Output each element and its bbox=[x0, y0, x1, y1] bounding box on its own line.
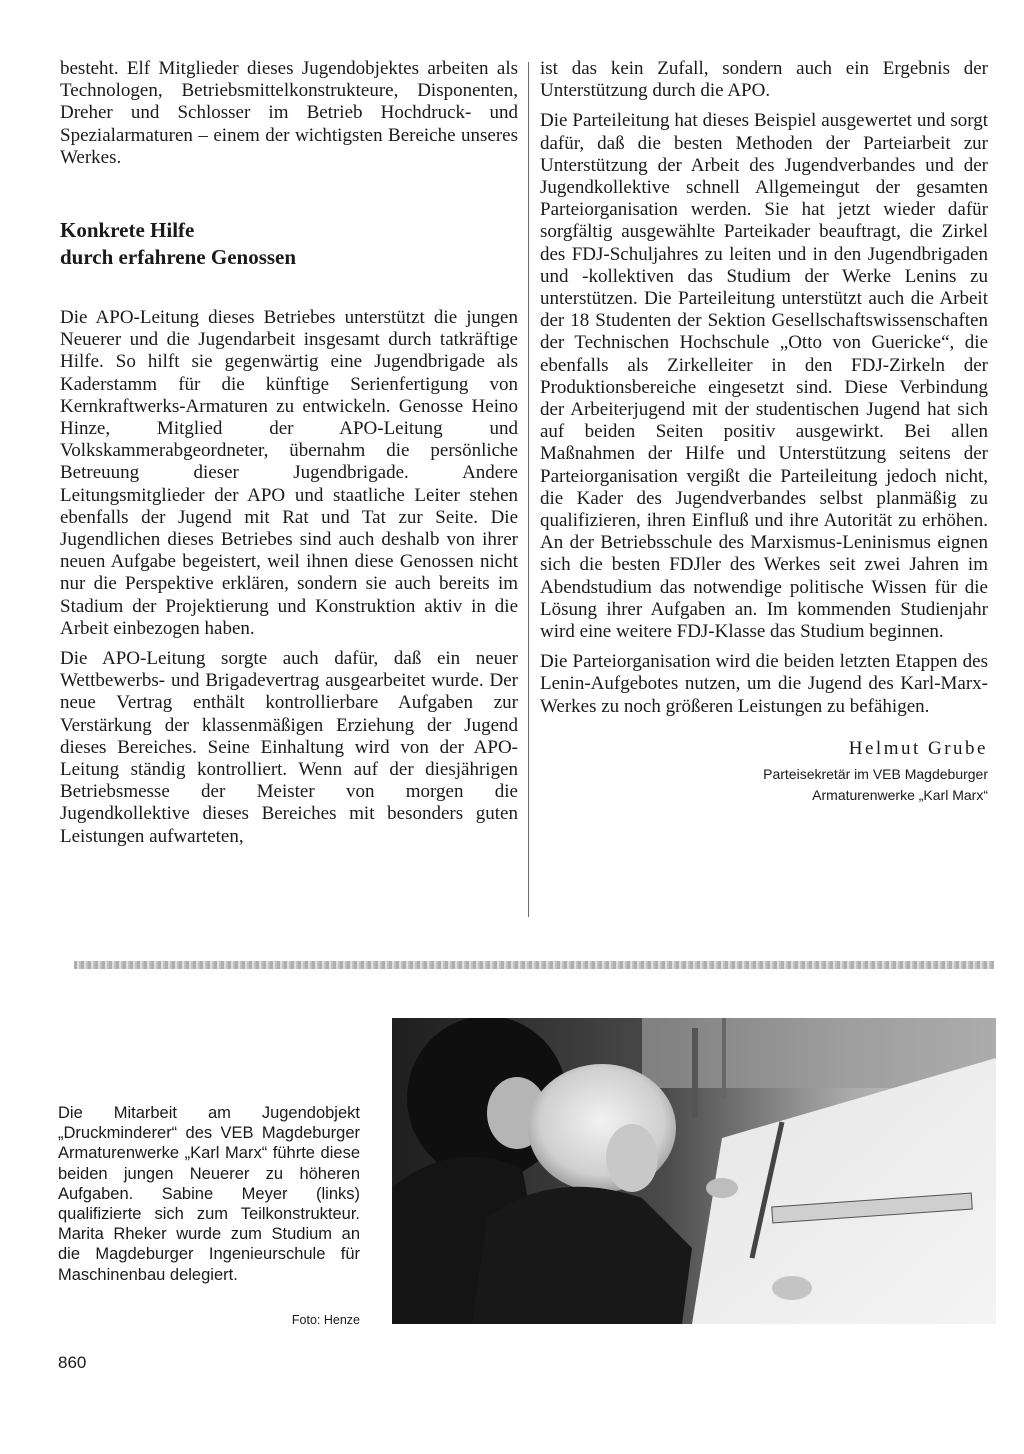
section-separator bbox=[74, 961, 994, 969]
body-paragraph: Die APO-Leitung dieses Betriebes unterstützt die jungen Neuerer und die Jugendarbeit insgesamt durch tatkräftige Hilfe. So hilft sie gegenwärtig eine Jugendbrigade als Kaderstamm für die künftige Serienfertigung von Kernkraftwerks-Armaturen zu entwickeln. Genosse Heino Hinze, Mitglied der APO-Leitung und Volkskammerabgeordneter, übernahm die persönliche Betreuung dieser Jugendbrigade. Andere Leitungsmitglieder der APO und staatliche Leiter stehen ebenfalls der Jugend mit Rat und Tat zur Seite. Die Jugendlichen dieses Betriebes sind auch deshalb von ihrer neuen Aufgabe begeistert, weil ihnen diese Genossen nicht nur die Perspektive erklären, sondern sie auch bereits im Stadium der Projektierung und Konstruktion aktiv in die Arbeit einbezogen haben. bbox=[60, 307, 518, 639]
page-number: 860 bbox=[58, 1353, 87, 1372]
right-column bbox=[540, 58, 988, 806]
photo bbox=[392, 1018, 996, 1324]
section-heading-line-2: durch erfahrene Genossen bbox=[60, 245, 297, 270]
body-paragraph: Die Parteileitung hat dieses Beispiel ausgewertet und sorgt dafür, daß die besten Methoden der Parteiarbeit zur Unterstützung der Arbeit des Jugendverbandes und der Jugendkollektive schnell Allgemeingut der gesamten Parteiorganisation werden. Sie hat jetzt wieder dafür sorgfältig ausgewählte Parteikader beauftragt, die Zirkel des FDJ-Schuljahres zu leiten und in den Jugendbrigaden und -kollektiven das Studium der Werke Lenins zu unterstützen. Die Parteileitung unterstützt auch die Arbeit der 18 Studenten der Sektion Gesellschaftswissenschaften der Technischen Hochschule „Otto von Guericke“, die ebenfalls als Zirkelleiter in den FDJ-Zirkeln der Produktionsbereiche eingesetzt sind. Diese Verbindung der Arbeiterjugend mit der studentischen Jugend hat sich auf beiden Seiten positiv ausgewirkt. Bei allen Maßnahmen der Hilfe und Unterstützung seitens der Parteiorganisation vergißt die Parteileitung jedoch nicht, die Kader des Jugendverbandes selbst planmäßig zu qualifizieren, ihren Einfluß und ihre Autorität zu erhöhen. An der Betriebsschule des Marxismus-Leninismus eignen sich die besten FDJler des Werkes seit zwei Jahren im Abendstudium das notwendige politische Wissen für die Lösung ihrer Aufgaben an. Im kommenden Studienjahr wird eine weitere FDJ-Klasse das Studium beginnen. bbox=[540, 110, 988, 643]
author-role-line-1: Parteisekretär im VEB Magdeburger bbox=[763, 766, 988, 783]
photo-caption: Die Mitarbeit am Jugendobjekt „Druckminderer“ des VEB Magdeburger Armaturenwerke „Karl Marx“ führte diese beiden jungen Neuerer zu höheren Aufgaben. Sabine Meyer (links) qualifizierte sich zum Teilkonstrukteur. Marita Rheker wurde zum Studium an die Magdeburger Ingenieurschule für Maschinenbau delegiert. bbox=[58, 1104, 360, 1284]
author-name: Helmut Grube bbox=[848, 737, 988, 759]
section-heading bbox=[60, 217, 518, 271]
section-heading-line-1: Konkrete Hilfe bbox=[60, 218, 195, 243]
author-role bbox=[540, 764, 988, 806]
body-paragraph: ist das kein Zufall, sondern auch ein Ergebnis der Unterstützung durch die APO. bbox=[540, 58, 988, 102]
left-column bbox=[60, 58, 518, 848]
author-role-line-2: Armaturenwerke „Karl Marx“ bbox=[812, 787, 988, 804]
photo-credit: Foto: Henze bbox=[291, 1313, 360, 1327]
intro-paragraph: besteht. Elf Mitglieder dieses Jugendobjektes arbeiten als Technologen, Betriebsmittelkonstrukteure, Disponenten, Dreher und Schlosser im Betrieb Hochdruck- und Spezialarmaturen – einem der wichtigsten Bereiche unseres Werkes. bbox=[60, 58, 518, 168]
column-divider bbox=[528, 62, 529, 917]
body-paragraph: Die APO-Leitung sorgte auch dafür, daß ein neuer Wettbewerbs- und Brigadevertrag ausgearbeitet wurde. Der neue Vertrag enthält kontrollierbare Aufgaben zur Verstärkung der klassenmäßigen Erziehung der Jugend dieses Bereiches. Seine Einhaltung wird von der APO-Leitung ständig kontrolliert. Wenn auf der diesjährigen Betriebsmesse der Meister von morgen die Jugendkollektive dieses Bereiches mit besonders guten Leistungen aufwarteten, bbox=[60, 648, 518, 847]
photo-image bbox=[392, 1018, 996, 1324]
body-paragraph: Die Parteiorganisation wird die beiden letzten Etappen des Lenin-Aufgebotes nutzen, um die Jugend des Karl-Marx-Werkes zu noch größeren Leistungen zu befähigen. bbox=[540, 651, 988, 717]
